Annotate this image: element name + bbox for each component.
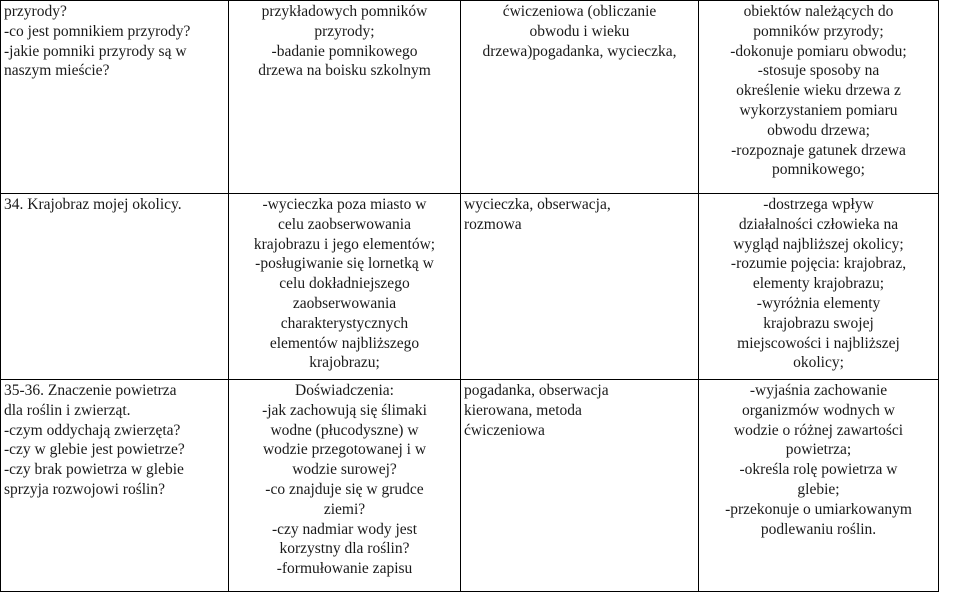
text-line: -jak zachowują się ślimaki (262, 401, 427, 419)
text-line: wodzie surowej? (292, 461, 397, 479)
outcomes-cell (699, 380, 939, 592)
text-line: -rozpoznaje gatunek drzewa (731, 141, 906, 159)
methods-cell (461, 1, 699, 194)
text-line: okolicy; (793, 354, 844, 372)
text-line: drzewa)pogadanka, wycieczka, (482, 42, 677, 60)
text-line: korzystny dla roślin? (279, 540, 410, 558)
text-line: obiektów należących do (743, 3, 894, 20)
text-line: wodne (płucodyszne) w (270, 421, 419, 439)
text-line: organizmów wodnych w (742, 401, 895, 419)
text-line: -czy w glebie jest powietrze? (4, 441, 185, 459)
text-line: wodzie przegotowanej i w (262, 441, 427, 459)
table-row (1, 380, 939, 592)
text-line: -co znajduje się w grudce (265, 480, 424, 498)
text-line: pogadanka, obserwacja (464, 382, 609, 399)
text-line: pomników przyrody; (753, 22, 884, 40)
text-line: -dokonuje pomiaru obwodu; (730, 42, 907, 60)
text-line: wodzie o różnej zawartości (733, 421, 904, 439)
text-line: 34. Krajobraz mojej okolicy. (4, 196, 182, 213)
text-line: zaobserwowania (292, 294, 397, 312)
text-line: ćwiczeniowa (obliczanie (502, 3, 657, 20)
text-line: pomnikowego; (772, 161, 865, 179)
text-line: celu zaobserwowania (278, 215, 411, 233)
text-line: obwodu i wieku (529, 22, 630, 40)
text-line: -posługiwanie się lornetką w (255, 255, 434, 273)
text-line: -określa rolę powietrza w (739, 461, 898, 479)
topic-cell (1, 380, 229, 592)
text-line: -czy nadmiar wody jest (271, 520, 418, 538)
text-line: glebie; (797, 480, 840, 498)
text-line: -stosuje sposoby na (757, 62, 880, 80)
text-line: podlewaniu roślin. (760, 520, 877, 538)
activities-cell (229, 380, 461, 592)
text-line: -rozumie pojęcia: krajobraz, (730, 255, 907, 273)
text-line: 35-36. Znaczenie powietrza (4, 382, 177, 399)
methods-cell (461, 194, 699, 380)
text-line: wykorzystaniem pomiaru (739, 101, 898, 119)
text-line: krajobrazu i jego elementów; (253, 235, 436, 253)
topic-cell (1, 1, 229, 194)
text-line: krajobrazu; (309, 354, 380, 372)
outcomes-cell (699, 1, 939, 194)
table-row (1, 1, 939, 194)
text-line: -jakie pomniki przyrody są w (4, 42, 187, 60)
text-line: przykładowych pomników (261, 3, 428, 20)
text-line: dla roślin i zwierząt. (4, 401, 131, 419)
text-line: wygląd najbliższej okolicy; (733, 235, 904, 253)
text-line: kierowana, metoda (464, 401, 582, 419)
text-line: rozmowa (464, 215, 522, 233)
text-line: elementów najbliższego (269, 334, 420, 352)
activities-cell (229, 194, 461, 380)
text-line: naszym mieście? (4, 62, 110, 80)
outcomes-cell (699, 194, 939, 380)
text-line: ćwiczeniowa (464, 421, 545, 439)
methods-cell (461, 380, 699, 592)
text-line: Doświadczenia: (295, 382, 394, 399)
topic-cell (1, 194, 229, 380)
text-line: -czy brak powietrza w glebie (4, 461, 184, 479)
text-line: sprzyja rozwojowi roślin? (4, 480, 165, 498)
table-row (1, 194, 939, 380)
text-line: -wyróżnia elementy (756, 294, 881, 312)
text-line: określenie wieku drzewa z (736, 82, 901, 100)
text-line: elementy krajobrazu; (752, 275, 885, 293)
text-line: -co jest pomnikiem przyrody? (4, 22, 191, 40)
text-line: -dostrzega wpływ (763, 196, 874, 213)
text-line: przyrody; (314, 22, 375, 40)
text-line: powietrza; (785, 441, 852, 459)
text-line: -przekonuje o umiarkowanym (725, 500, 912, 518)
text-line: krajobrazu swojej (763, 314, 874, 332)
activities-cell (229, 1, 461, 194)
text-line: -wycieczka poza miasto w (262, 196, 427, 213)
text-line: działalności człowieka na (738, 215, 899, 233)
text-line: -wyjaśnia zachowanie (749, 382, 888, 399)
text-line: przyrody? (4, 3, 67, 20)
text-line: miejscowości i najbliższej (737, 334, 900, 352)
text-line: celu dokładniejszego (279, 275, 410, 293)
text-line: wycieczka, obserwacja, (464, 196, 611, 213)
text-line: ziemi? (323, 500, 366, 518)
text-line: charakterystycznych (280, 314, 409, 332)
text-line: -czym oddychają zwierzęta? (4, 421, 181, 439)
text-line: -badanie pomnikowego (271, 42, 418, 60)
text-line: drzewa na boisku szkolnym (258, 62, 431, 80)
text-line: obwodu drzewa; (767, 121, 870, 139)
text-line: -formułowanie zapisu (276, 560, 413, 578)
